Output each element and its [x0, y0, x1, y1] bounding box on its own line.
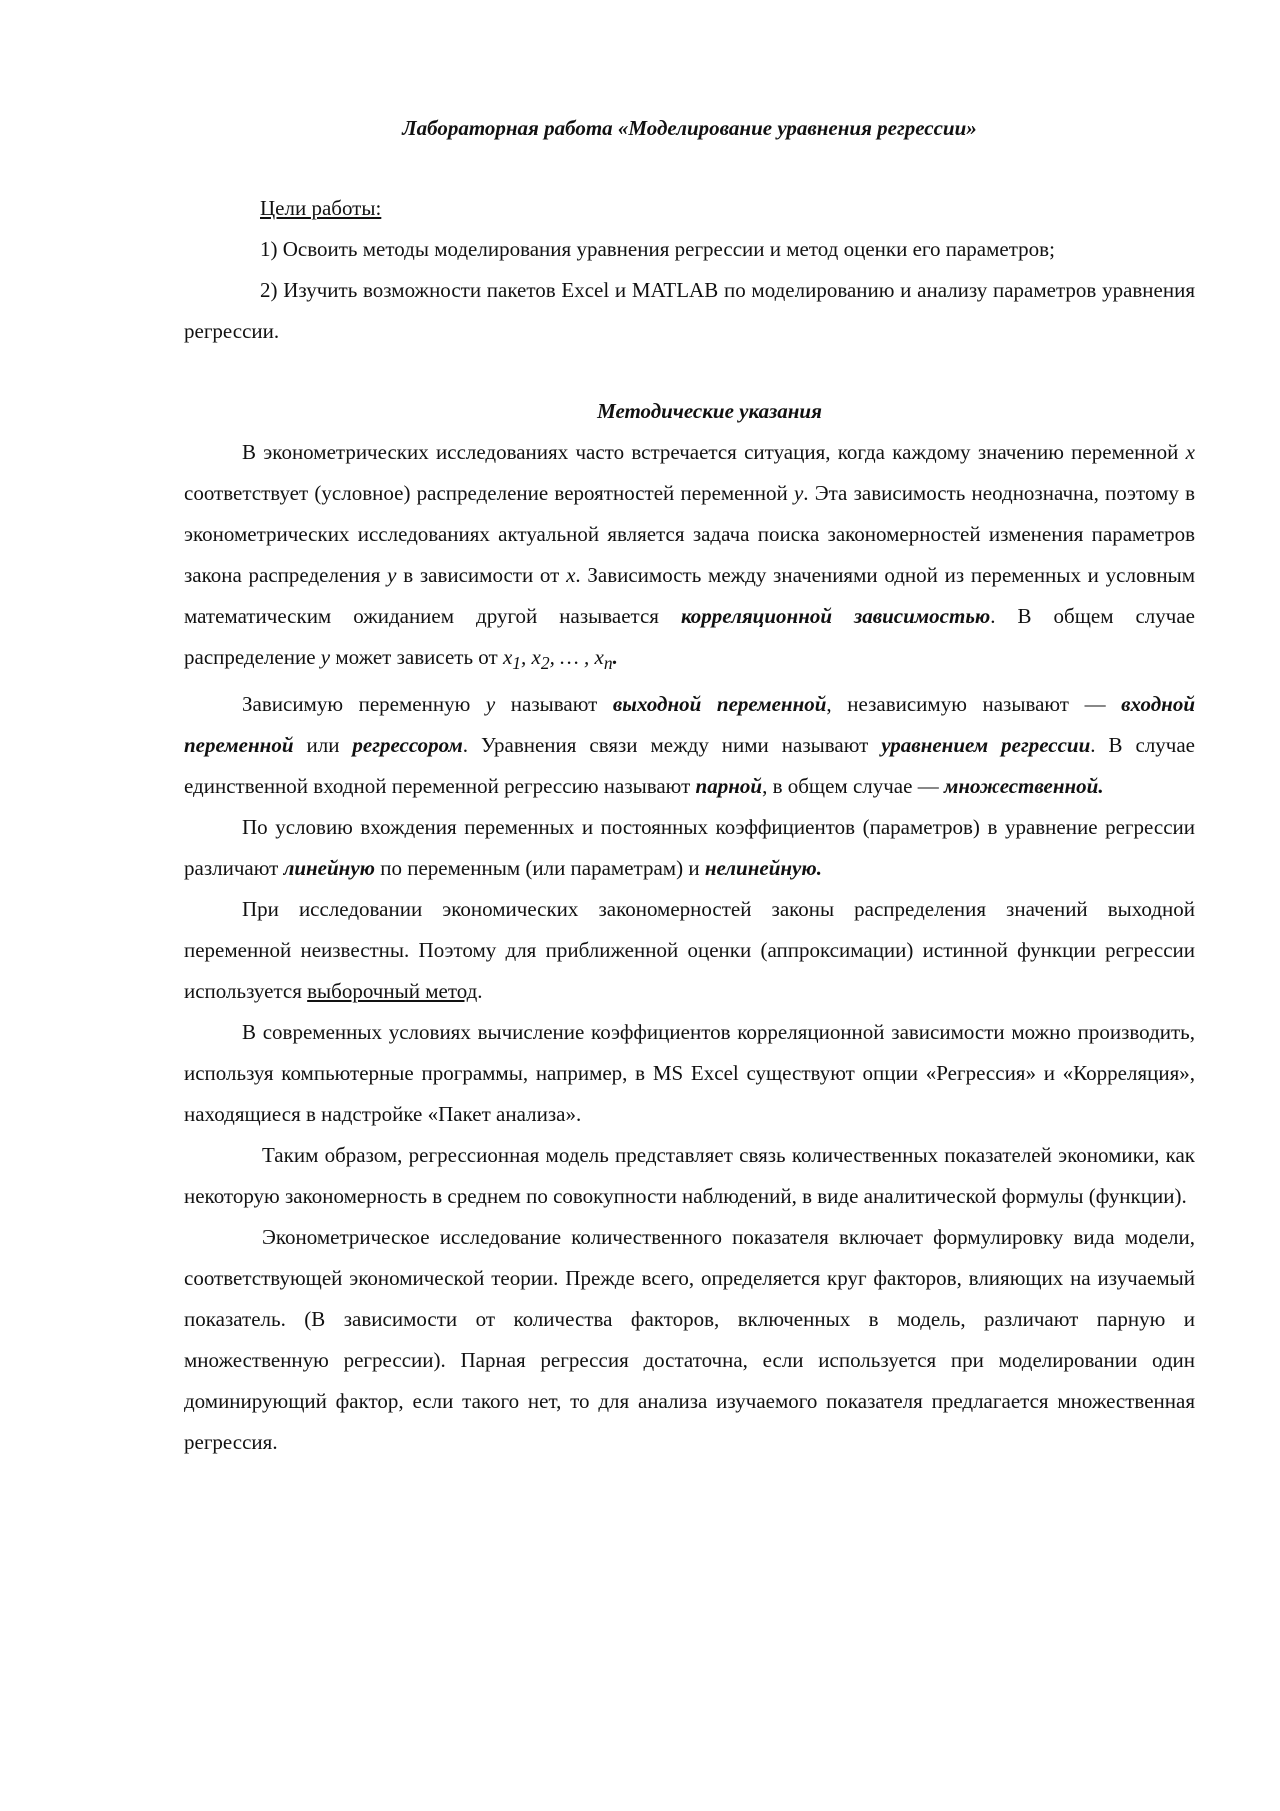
subscript: n	[603, 653, 613, 674]
sampling-method-link[interactable]: выборочный метод	[307, 979, 478, 1004]
term-regression-equation: уравнением регрессии	[881, 733, 1091, 758]
variable-symbol: x	[594, 645, 604, 669]
text-run: соответствует (условное) распределение вероятностей переменной	[184, 481, 794, 505]
goal-item-1: 1) Освоить методы моделирования уравнения регрессии и метод оценки его параметров;	[260, 237, 1055, 261]
section-heading: Методические указания	[597, 399, 822, 423]
text-run: . Уравнения связи между ними называют	[462, 733, 882, 758]
variable-symbol: x	[531, 645, 541, 669]
paragraph-2	[184, 684, 1195, 807]
term-nonlinear: нелинейную	[704, 856, 817, 881]
paragraph-1	[184, 432, 1195, 684]
text-run: . Зависимость между значениями одной из переменных и условным математическим ожиданием другой называется	[184, 563, 1195, 628]
term-multiple: множественной	[943, 774, 1099, 799]
variable-y: y	[485, 692, 496, 717]
subscript: 2	[540, 653, 550, 674]
variable-y: y	[320, 645, 331, 669]
term-input-variable: входной переменной	[184, 692, 1196, 758]
goal-item-2: 2) Изучить возможности пакетов Excel и MATLAB по моделированию и анализу параметров уравнения регрессии.	[184, 278, 1195, 343]
document-body	[184, 108, 1195, 1463]
text-run: По условию вхождения переменных и постоянных коэффициентов (параметров) в уравнение регрессии различают	[184, 815, 1195, 881]
term-pair: парной	[695, 774, 763, 799]
text-run: называют	[495, 692, 613, 717]
paragraph-4	[184, 889, 1195, 1012]
text-run: или	[293, 733, 353, 758]
text-run: по переменным (или параметрам) и	[375, 856, 705, 881]
text-run: Зависимую переменную	[242, 692, 486, 717]
variable-x: x	[566, 563, 576, 587]
term-linear: линейную	[283, 856, 375, 881]
text-run: , в общем случае —	[762, 774, 944, 799]
text-run: . В общем случае распределение	[184, 604, 1195, 669]
ellipsis: , … ,	[549, 645, 595, 669]
variable-x: x	[1185, 440, 1195, 464]
text-run: .	[477, 979, 483, 1004]
paragraph-5: В современных условиях вычисление коэффициентов корреляционной зависимости можно производить, используя компьютерные программы, например, в MS Excel существуют опции «Регрессия» и «Корреляция», находящиеся в надстройке «Пакет анализа».	[184, 1020, 1195, 1127]
text-run: может зависеть от	[330, 645, 503, 669]
term-correlation-dependence: корреляционной зависимостью	[680, 604, 991, 628]
variable-symbol: x	[502, 645, 513, 669]
comma: ,	[521, 645, 527, 669]
paragraph-7: Эконометрическое исследование количественного показателя включает формулировку вида модели, соответствующей экономической теории. Прежде всего, определяется круг факторов, влияющих на изучаемый показатель. (В зависимости от количества факторов, включенных в модель, различают парную и множественную регрессии). Парная регрессия достаточна, если используется при моделировании один доминирующий фактор, если такого нет, то для анализа изучаемого показателя предлагается множественная регрессия.	[184, 1225, 1195, 1455]
term-output-variable: выходной переменной	[612, 692, 827, 717]
subscript: 1	[512, 653, 522, 674]
document-title: Лабораторная работа «Моделирование уравнения регрессии»	[402, 116, 977, 140]
goals-heading: Цели работы:	[260, 196, 382, 220]
variable-x1	[502, 645, 522, 674]
text-run: . В случае единственной входной переменной регрессию называют	[184, 733, 1196, 799]
paragraph-3	[184, 807, 1195, 889]
text-run: В эконометрических исследованиях часто встречается ситуация, когда каждому значению переменной	[242, 440, 1186, 464]
text-run: При исследовании экономических закономерностей законы распределения значений выходной переменной неизвестны. Поэтому для приближенной оценки (аппроксимации) истинной функции регрессии используется	[184, 897, 1195, 1004]
text-run: .	[612, 645, 618, 669]
variable-y: y	[793, 481, 804, 505]
variable-x2	[531, 645, 550, 674]
variable-xn	[594, 645, 613, 674]
term-regressor: регрессором	[352, 733, 463, 758]
text-run: . Эта зависимость неоднозначна, поэтому в эконометрических исследованиях актуальной является задача поиска закономерностей изменения параметров закона распределения	[184, 481, 1195, 587]
text-run: , независимую называют —	[826, 692, 1122, 717]
paragraph-6: Таким образом, регрессионная модель представляет связь количественных показателей экономики, как некоторую закономерность в среднем по совокупности наблюдений, в виде аналитической формулы (функции).	[184, 1143, 1195, 1209]
text-run: .	[1098, 774, 1104, 799]
variable-y: y	[387, 563, 397, 587]
text-run: в зависимости от	[396, 563, 567, 587]
text-run: .	[816, 856, 822, 881]
